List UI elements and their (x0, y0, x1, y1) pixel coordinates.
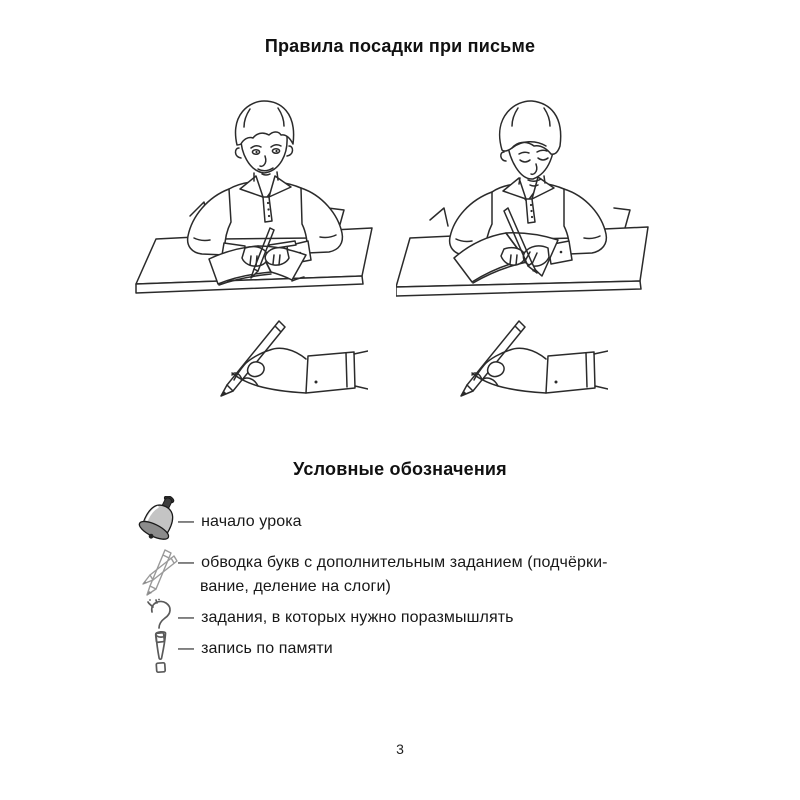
legend-dash: — (178, 640, 195, 657)
page-number: 3 (396, 741, 404, 757)
legend-line (178, 606, 658, 630)
legend-item-label: задания, в которых нужно поразмышлять (201, 609, 514, 626)
legend-item-thinking-tasks (178, 606, 658, 630)
exclamation-mark-icon (149, 630, 173, 674)
legend-item-label: обводка букв с дополнительным заданием (подчёрки- (201, 554, 608, 571)
legend-item-label: начало урока (201, 513, 302, 530)
legend-line: вание, деление на слоги) (200, 578, 391, 595)
page-title: Правила посадки при письме (264, 36, 536, 56)
legend-line (178, 551, 658, 575)
hand-holding-pencil-figure-left (196, 316, 368, 400)
legend-item-lesson-start (178, 510, 658, 534)
legend-title: Условные обозначения (293, 459, 507, 479)
legend-item-memory-writing (178, 637, 658, 661)
legend-dash: — (178, 554, 195, 571)
legend-dash: — (178, 513, 195, 530)
legend-item-letter-tracing (178, 551, 658, 599)
legend-line (178, 510, 658, 534)
boy-writing-upright-figure (132, 88, 390, 303)
legend-dash: — (178, 609, 195, 626)
legend-line (178, 637, 658, 661)
hand-holding-pencil-figure-right (436, 316, 608, 400)
boy-writing-head-down-figure (396, 88, 658, 303)
pencils-icon (136, 548, 178, 596)
legend-item-label: запись по памяти (201, 640, 333, 657)
